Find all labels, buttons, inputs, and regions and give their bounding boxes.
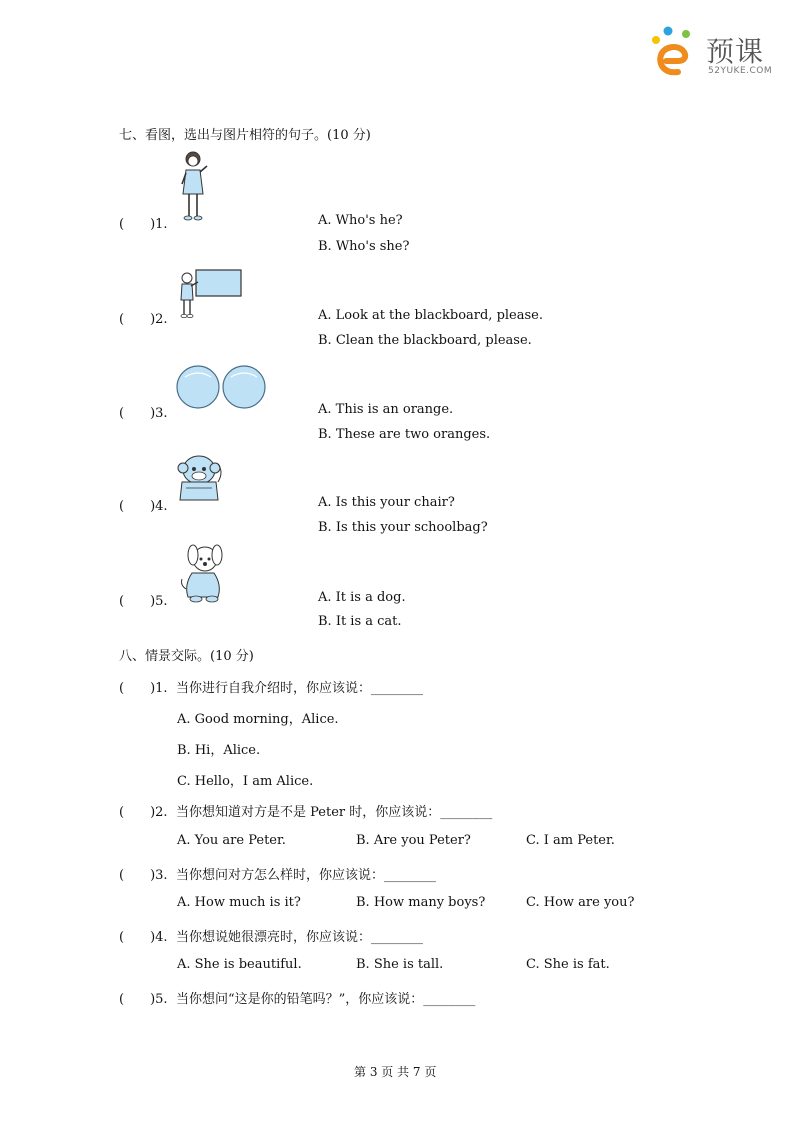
s7-item5-option-a: A. It is a dog. — [318, 590, 406, 605]
s7-item4-option-b: B. Is this your schoolbag? — [318, 520, 488, 535]
s8-q2-option-a: A. You are Peter. — [177, 833, 286, 848]
s8-q4-option-a: A. She is beautiful. — [177, 957, 302, 972]
puppy-icon — [178, 541, 226, 605]
girl-pointing-icon — [177, 150, 211, 224]
page-number: 第 3 页 共 7 页 — [354, 1065, 437, 1079]
logo-brand: 预课 — [706, 35, 765, 68]
s7-item2-number[interactable]: ( )2. — [119, 312, 168, 327]
s8-q1-option-a: A. Good morning，Alice. — [177, 712, 339, 727]
logo-e-icon — [646, 24, 704, 82]
s7-item1-option-a: A. Who's he? — [318, 213, 403, 228]
logo — [646, 24, 786, 82]
section7-heading: 七、看图，选出与图片相符的句子。(10 分) — [119, 128, 371, 143]
s8-q5-number[interactable]: ( )5. — [119, 992, 168, 1007]
s8-q2-number[interactable]: ( )2. — [119, 805, 168, 820]
s8-q3-option-a: A. How much is it? — [177, 895, 301, 910]
s8-q3-option-c: C. How are you? — [526, 895, 635, 910]
s7-item3-number[interactable]: ( )3. — [119, 406, 168, 421]
s7-item5-option-b: B. It is a cat. — [318, 614, 402, 629]
boy-at-blackboard-icon — [176, 268, 244, 320]
s8-q2-text: 当你想知道对方是不是 Peter 时，你应该说：________ — [176, 805, 493, 820]
s7-item5-number[interactable]: ( )5. — [119, 594, 168, 609]
section8-heading: 八、情景交际。(10 分) — [119, 649, 254, 664]
s7-item1-number[interactable]: ( )1. — [119, 217, 168, 232]
s7-item4-option-a: A. Is this your chair? — [318, 495, 455, 510]
s8-q2-option-b: B. Are you Peter? — [356, 833, 471, 848]
s7-item2-option-b: B. Clean the blackboard, please. — [318, 333, 532, 348]
s8-q3-number[interactable]: ( )3. — [119, 868, 168, 883]
s8-q5-text: 当你想问“这是你的铅笔吗？”，你应该说：________ — [176, 992, 476, 1007]
s7-item2-option-a: A. Look at the blackboard, please. — [318, 308, 543, 323]
s8-q4-option-c: C. She is fat. — [526, 957, 610, 972]
monkey-schoolbag-icon — [174, 452, 224, 504]
s8-q3-text: 当你想问对方怎么样时，你应该说：________ — [176, 868, 437, 883]
s8-q1-option-c: C. Hello，I am Alice. — [177, 774, 314, 789]
s8-q4-text: 当你想说她很漂亮时，你应该说：________ — [176, 930, 424, 945]
s8-q1-text: 当你进行自我介绍时，你应该说：________ — [176, 681, 424, 696]
s7-item3-option-a: A. This is an orange. — [318, 402, 454, 417]
s7-item1-option-b: B. Who's she? — [318, 239, 410, 254]
s8-q2-option-c: C. I am Peter. — [526, 833, 615, 848]
s8-q4-number[interactable]: ( )4. — [119, 930, 168, 945]
s8-q1-number[interactable]: ( )1. — [119, 681, 168, 696]
logo-site: 52YUKE.COM — [708, 66, 773, 76]
s7-item3-option-b: B. These are two oranges. — [318, 427, 491, 442]
s8-q4-option-b: B. She is tall. — [356, 957, 444, 972]
s7-item4-number[interactable]: ( )4. — [119, 499, 168, 514]
two-oranges-icon — [175, 363, 269, 411]
s8-q3-option-b: B. How many boys? — [356, 895, 486, 910]
s8-q1-option-b: B. Hi，Alice. — [177, 743, 261, 758]
